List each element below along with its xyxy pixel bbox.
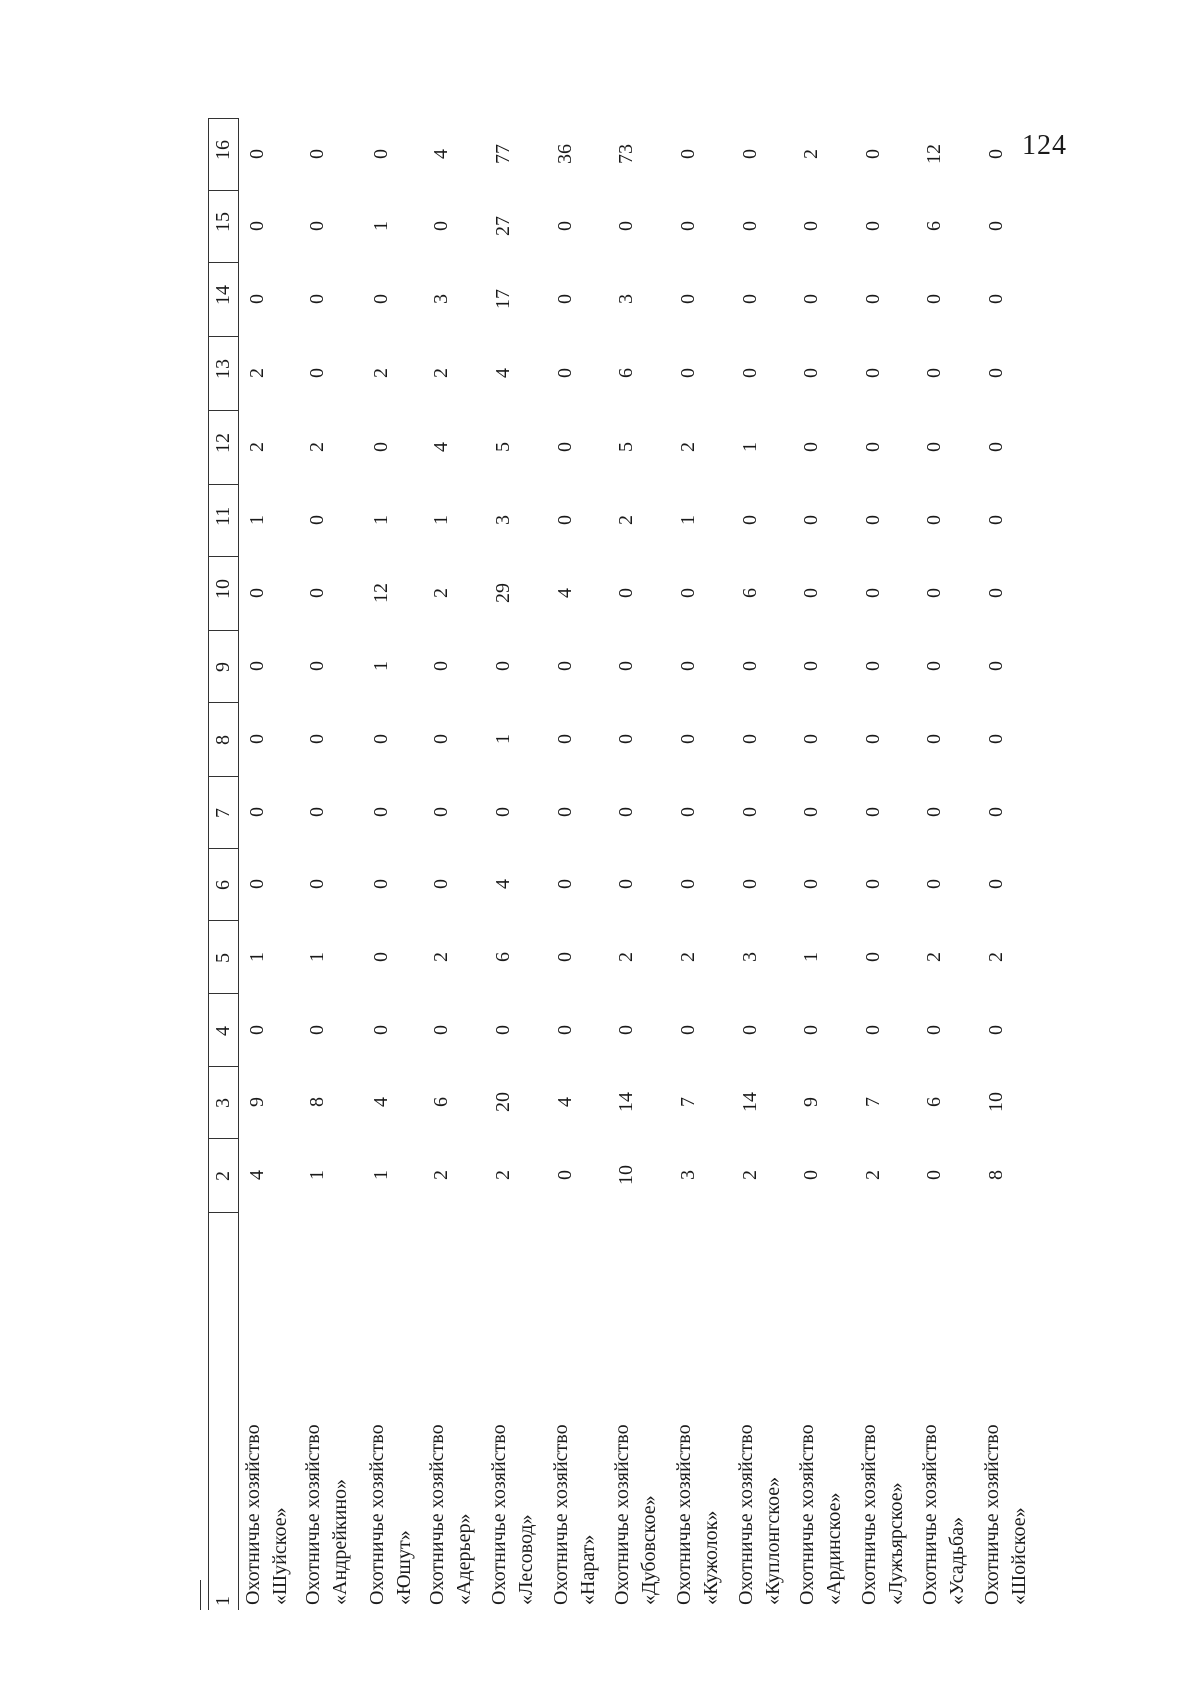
table-cell: 0 xyxy=(306,734,328,744)
table-cell: 1 xyxy=(370,515,392,525)
table-cell: 0 xyxy=(800,1170,822,1180)
table-cell: 0 xyxy=(430,1024,452,1035)
table-cell: 4 xyxy=(554,588,576,598)
column-header: 1 xyxy=(212,1596,234,1606)
table-cell: 1 xyxy=(800,951,822,962)
column-header: 2 xyxy=(212,1171,234,1181)
table-cell: 0 xyxy=(554,515,576,525)
row-name: Охотничье хозяйство xyxy=(735,1424,757,1605)
table-cell: 0 xyxy=(985,661,1007,671)
table-cell: 0 xyxy=(554,879,576,889)
table-cell: 0 xyxy=(430,879,452,889)
table-cell: 1 xyxy=(430,515,452,525)
header-separator xyxy=(208,1138,238,1139)
table-cell: 0 xyxy=(677,294,699,304)
row-name: «Шойское» xyxy=(1008,1507,1030,1605)
header-separator xyxy=(208,118,238,119)
row-name: Охотничье хозяйство xyxy=(550,1424,572,1605)
table-cell: 0 xyxy=(554,294,576,304)
table-cell: 6 xyxy=(739,588,761,598)
table-cell: 1 xyxy=(492,734,514,744)
column-header: 15 xyxy=(212,212,234,232)
table-cell: 0 xyxy=(985,368,1007,378)
table-cell: 0 xyxy=(430,221,452,231)
table-cell: 0 xyxy=(923,661,945,671)
table-cell: 0 xyxy=(492,807,514,817)
table-cell: 0 xyxy=(370,807,392,817)
table-cell: 12 xyxy=(923,144,945,164)
table-cell: 5 xyxy=(492,442,514,452)
table-cell: 0 xyxy=(677,661,699,671)
header-separator xyxy=(208,262,238,263)
table-cell: 0 xyxy=(677,588,699,598)
table-cell: 4 xyxy=(246,1170,268,1180)
table-cell: 0 xyxy=(246,734,268,744)
table-cell: 0 xyxy=(370,1024,392,1035)
table-cell: 0 xyxy=(985,149,1007,159)
row-name: «Лужъярское» xyxy=(885,1482,907,1605)
table-cell: 0 xyxy=(306,515,328,525)
row-name: «Адерьер» xyxy=(453,1513,475,1605)
table-cell: 1 xyxy=(246,515,268,525)
header-separator xyxy=(208,190,238,191)
table-cell: 0 xyxy=(492,1024,514,1035)
header-separator xyxy=(208,556,238,557)
table-cell: 0 xyxy=(862,734,884,744)
column-header: 11 xyxy=(212,506,234,526)
table-cell: 0 xyxy=(615,1024,637,1035)
table-cell: 4 xyxy=(492,368,514,378)
header-separator xyxy=(208,920,238,921)
table-cell: 6 xyxy=(615,368,637,378)
table-cell: 0 xyxy=(739,661,761,671)
table-cell: 3 xyxy=(492,515,514,525)
table-cell: 0 xyxy=(246,879,268,889)
column-header: 12 xyxy=(212,433,234,453)
table-cell: 0 xyxy=(985,442,1007,452)
table-cell: 1 xyxy=(306,951,328,962)
table-cell: 0 xyxy=(862,221,884,231)
table-cell: 0 xyxy=(923,588,945,598)
row-name: «Нарат» xyxy=(577,1534,599,1605)
table-cell: 0 xyxy=(615,734,637,744)
table-cell: 0 xyxy=(923,1170,945,1180)
table-cell: 3 xyxy=(677,1170,699,1180)
column-header: 13 xyxy=(212,359,234,379)
row-name: Охотничье хозяйство xyxy=(242,1424,264,1605)
table-cell: 0 xyxy=(677,221,699,231)
table-cell: 0 xyxy=(370,294,392,304)
table-cell: 0 xyxy=(862,879,884,889)
table-cell: 2 xyxy=(370,368,392,378)
table-cell: 0 xyxy=(677,734,699,744)
header-separator xyxy=(208,702,238,703)
header-separator xyxy=(208,993,238,994)
table-cell: 0 xyxy=(985,1024,1007,1035)
table-cell: 77 xyxy=(492,144,514,164)
table-cell: 0 xyxy=(800,515,822,525)
table-cell: 4 xyxy=(492,879,514,889)
table-cell: 0 xyxy=(862,515,884,525)
table-cell: 10 xyxy=(615,1165,637,1185)
table-cell: 0 xyxy=(923,734,945,744)
table-cell: 0 xyxy=(370,149,392,159)
table-cell: 0 xyxy=(492,661,514,671)
row-name: Охотничье хозяйство xyxy=(796,1424,818,1605)
table-cell: 0 xyxy=(800,661,822,671)
table-cell: 0 xyxy=(370,442,392,452)
table-cell: 2 xyxy=(430,368,452,378)
table-cell: 2 xyxy=(430,1170,452,1180)
column-header: 5 xyxy=(212,952,234,963)
table-cell: 0 xyxy=(862,1024,884,1035)
table-cell: 0 xyxy=(739,149,761,159)
table-cell: 0 xyxy=(615,588,637,598)
column-header: 9 xyxy=(212,662,234,672)
table-cell: 29 xyxy=(492,583,514,603)
table-cell: 0 xyxy=(306,807,328,817)
table-cell: 0 xyxy=(800,588,822,598)
column-header: 14 xyxy=(212,285,234,305)
row-name: Охотничье хозяйство xyxy=(488,1424,510,1605)
table-cell: 2 xyxy=(430,951,452,962)
table-cell: 1 xyxy=(246,951,268,962)
table-cell: 0 xyxy=(923,879,945,889)
header-line-left xyxy=(208,118,209,1610)
column-header: 8 xyxy=(212,735,234,745)
table-cell: 0 xyxy=(554,368,576,378)
row-name: «Лесовод» xyxy=(515,1514,537,1605)
table-cell: 27 xyxy=(492,216,514,236)
column-header: 3 xyxy=(212,1098,234,1108)
table-cell: 10 xyxy=(985,1092,1007,1112)
table-cell: 0 xyxy=(800,807,822,817)
table-cell: 0 xyxy=(862,951,884,962)
table-cell: 2 xyxy=(862,1170,884,1180)
table-cell: 0 xyxy=(306,368,328,378)
table-cell: 0 xyxy=(739,515,761,525)
table-cell: 0 xyxy=(554,807,576,817)
table-cell: 1 xyxy=(306,1170,328,1180)
table-cell: 6 xyxy=(430,1097,452,1107)
table-cell: 0 xyxy=(985,807,1007,817)
table-cell: 0 xyxy=(554,442,576,452)
table-cell: 0 xyxy=(985,879,1007,889)
row-name: Охотничье хозяйство xyxy=(673,1424,695,1605)
table-cell: 7 xyxy=(862,1097,884,1107)
table-cell: 0 xyxy=(985,734,1007,744)
table-cell: 0 xyxy=(430,807,452,817)
table-cell: 0 xyxy=(246,294,268,304)
table-cell: 0 xyxy=(923,294,945,304)
table-cell: 0 xyxy=(985,588,1007,598)
table-cell: 0 xyxy=(739,368,761,378)
table-cell: 0 xyxy=(985,221,1007,231)
table-cell: 3 xyxy=(739,951,761,962)
table-cell: 9 xyxy=(800,1097,822,1107)
table-cell: 0 xyxy=(739,807,761,817)
table-cell: 0 xyxy=(800,294,822,304)
row-name: «Шуйское» xyxy=(269,1507,291,1605)
table-cell: 0 xyxy=(800,879,822,889)
table-cell: 2 xyxy=(615,951,637,962)
page-number: 124 xyxy=(1022,130,1067,161)
table-cell: 2 xyxy=(923,951,945,962)
table-cell: 2 xyxy=(800,149,822,159)
table-cell: 0 xyxy=(370,879,392,889)
row-name: «Усадьба» xyxy=(946,1516,968,1605)
table-cell: 8 xyxy=(306,1097,328,1107)
table-cell: 0 xyxy=(800,734,822,744)
table-cell: 0 xyxy=(677,1024,699,1035)
table-cell: 6 xyxy=(923,221,945,231)
row-name: Охотничье хозяйство xyxy=(981,1424,1003,1605)
table-cell: 0 xyxy=(554,661,576,671)
table-cell: 73 xyxy=(615,144,637,164)
table-cell: 0 xyxy=(615,807,637,817)
row-name: Охотничье хозяйство xyxy=(611,1424,633,1605)
table-cell: 0 xyxy=(923,807,945,817)
table-cell: 0 xyxy=(800,221,822,231)
table-cell: 0 xyxy=(246,588,268,598)
table-cell: 3 xyxy=(615,294,637,304)
table-cell: 0 xyxy=(800,368,822,378)
table-cell: 6 xyxy=(492,951,514,962)
table-cell: 0 xyxy=(800,442,822,452)
table-cell: 1 xyxy=(370,661,392,671)
table-cell: 0 xyxy=(739,221,761,231)
table-cell: 5 xyxy=(615,442,637,452)
table-cell: 0 xyxy=(306,149,328,159)
table-cell: 0 xyxy=(306,588,328,598)
table-cell: 2 xyxy=(306,442,328,452)
table-cell: 2 xyxy=(677,951,699,962)
table-cell: 2 xyxy=(246,368,268,378)
column-header: 4 xyxy=(212,1025,234,1036)
table-cell: 0 xyxy=(306,294,328,304)
column-header: 7 xyxy=(212,808,234,818)
table-cell: 0 xyxy=(739,879,761,889)
row-name: «Куплонгское» xyxy=(762,1476,784,1605)
table-cell: 0 xyxy=(862,149,884,159)
header-separator xyxy=(208,630,238,631)
row-name: Охотничье хозяйство xyxy=(858,1424,880,1605)
column-header: 16 xyxy=(212,140,234,160)
table-cell: 1 xyxy=(739,442,761,452)
table-cell: 0 xyxy=(306,1024,328,1035)
table-cell: 0 xyxy=(246,807,268,817)
table-cell: 0 xyxy=(862,807,884,817)
table-cell: 0 xyxy=(677,149,699,159)
table-cell: 0 xyxy=(739,734,761,744)
table-cell: 0 xyxy=(800,1024,822,1035)
table-cell: 0 xyxy=(615,661,637,671)
table-cell: 17 xyxy=(492,289,514,309)
table-cell: 0 xyxy=(677,879,699,889)
table-cell: 0 xyxy=(862,588,884,598)
table-cell: 0 xyxy=(554,1024,576,1035)
table-cell: 4 xyxy=(370,1097,392,1107)
table-cell: 4 xyxy=(554,1097,576,1107)
table-cell: 0 xyxy=(370,951,392,962)
column-header: 10 xyxy=(212,579,234,599)
table-cell: 12 xyxy=(370,583,392,603)
table-cell: 14 xyxy=(739,1092,761,1112)
table-cell: 0 xyxy=(246,221,268,231)
table-cell: 1 xyxy=(677,515,699,525)
row-name: Охотничье хозяйство xyxy=(919,1424,941,1605)
table-cell: 0 xyxy=(923,1024,945,1035)
table-cell: 0 xyxy=(615,879,637,889)
row-name: Охотничье хозяйство xyxy=(302,1424,324,1605)
row-name: «Дубовское» xyxy=(638,1495,660,1605)
table-cell: 7 xyxy=(677,1097,699,1107)
table-cell: 0 xyxy=(554,951,576,962)
table-cell: 0 xyxy=(862,442,884,452)
table-cell: 0 xyxy=(246,149,268,159)
table-cell: 1 xyxy=(370,221,392,231)
row-name: «Кужолок» xyxy=(700,1510,722,1605)
table-cell: 0 xyxy=(306,661,328,671)
table-cell: 0 xyxy=(246,1024,268,1035)
table-cell: 2 xyxy=(430,588,452,598)
table-cell: 0 xyxy=(739,294,761,304)
row-name: «Андрейкино» xyxy=(329,1478,351,1605)
header-separator xyxy=(208,484,238,485)
column-header: 6 xyxy=(212,880,234,890)
table-cell: 0 xyxy=(923,515,945,525)
table-cell: 8 xyxy=(985,1170,1007,1180)
table-cell: 0 xyxy=(862,661,884,671)
row-name: Охотничье хозяйство xyxy=(366,1424,388,1605)
table-cell: 0 xyxy=(554,221,576,231)
table-cell: 9 xyxy=(246,1097,268,1107)
table-cell: 4 xyxy=(430,442,452,452)
table-cell: 0 xyxy=(677,368,699,378)
table-cell: 2 xyxy=(246,442,268,452)
table-cell: 0 xyxy=(677,807,699,817)
row-name: «Юшут» xyxy=(393,1530,415,1605)
table-cell: 2 xyxy=(492,1170,514,1180)
header-separator xyxy=(208,336,238,337)
table-cell: 3 xyxy=(430,294,452,304)
table-cell: 2 xyxy=(985,951,1007,962)
table-cell: 0 xyxy=(862,368,884,378)
table-cell: 0 xyxy=(430,661,452,671)
table-cell: 0 xyxy=(306,221,328,231)
table-cell: 0 xyxy=(985,294,1007,304)
table-cell: 0 xyxy=(554,734,576,744)
header-separator xyxy=(208,410,238,411)
header-separator xyxy=(208,1066,238,1067)
table-cell: 6 xyxy=(923,1097,945,1107)
header-separator xyxy=(208,776,238,777)
table-cell: 0 xyxy=(306,879,328,889)
table-cell: 1 xyxy=(370,1170,392,1180)
table-cell: 0 xyxy=(862,294,884,304)
table-cell: 0 xyxy=(615,221,637,231)
table-cell: 0 xyxy=(430,734,452,744)
header-separator xyxy=(208,848,238,849)
table-cell: 36 xyxy=(554,144,576,164)
row-name: Охотничье хозяйство xyxy=(426,1424,448,1605)
table-cell: 0 xyxy=(246,661,268,671)
table-cell: 0 xyxy=(923,368,945,378)
table-left-border xyxy=(200,1580,201,1610)
table-cell: 0 xyxy=(739,1024,761,1035)
table-cell: 4 xyxy=(430,149,452,159)
header-separator xyxy=(208,1212,238,1213)
header-line-right xyxy=(238,118,239,1610)
table-cell: 0 xyxy=(370,734,392,744)
table-cell: 0 xyxy=(985,515,1007,525)
table-cell: 0 xyxy=(923,442,945,452)
table-cell: 20 xyxy=(492,1092,514,1112)
table-cell: 2 xyxy=(739,1170,761,1180)
table-cell: 0 xyxy=(554,1170,576,1180)
table-cell: 2 xyxy=(615,515,637,525)
table-cell: 14 xyxy=(615,1092,637,1112)
row-name: «Ардинское» xyxy=(823,1492,845,1605)
table-cell: 2 xyxy=(677,442,699,452)
